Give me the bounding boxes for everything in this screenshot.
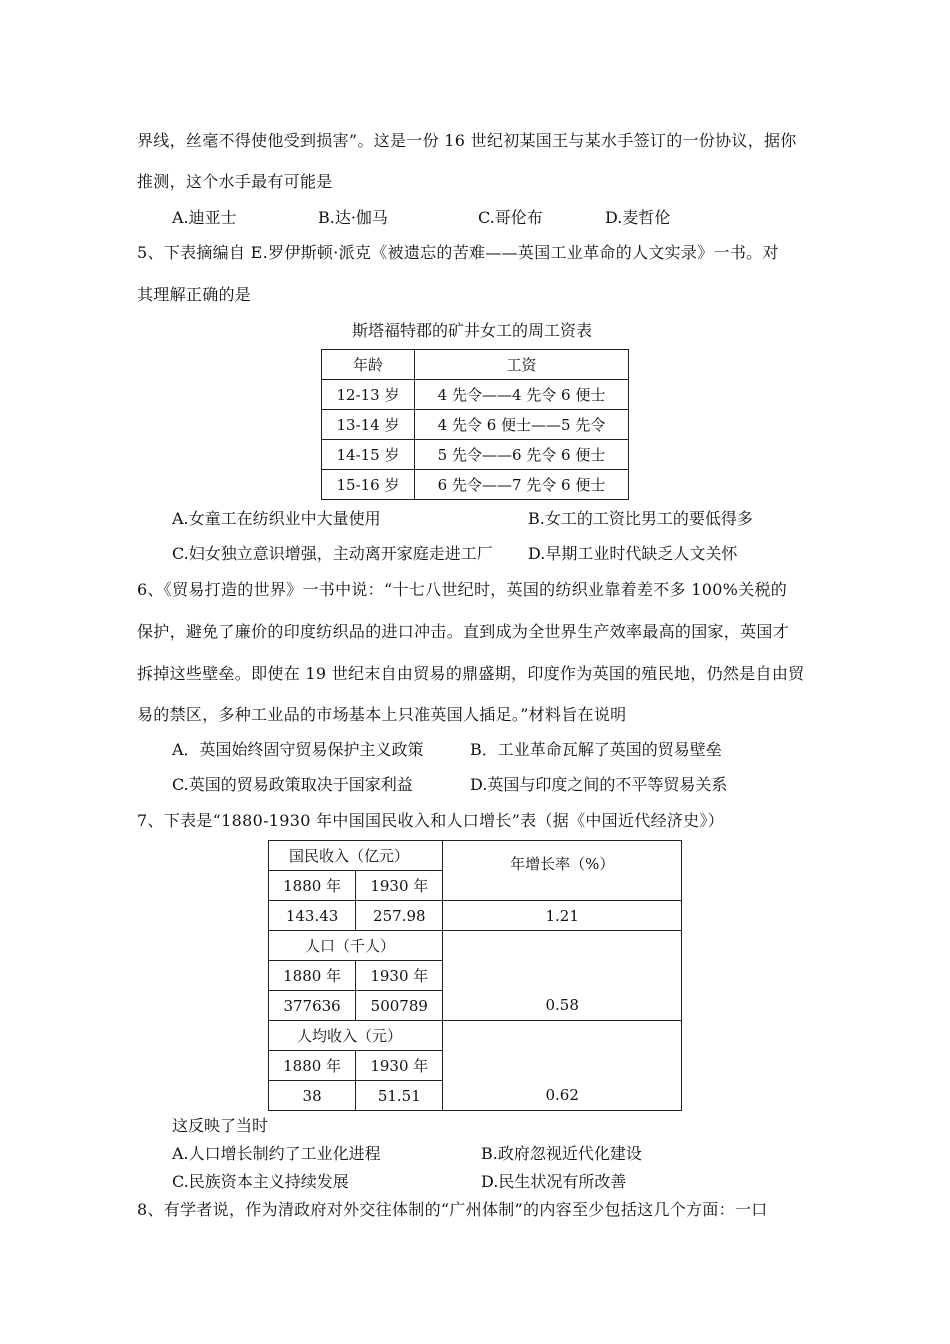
table-row xyxy=(322,410,629,440)
q5-table-title: 斯塔福特郡的矿井女工的周工资表 xyxy=(352,321,593,340)
table-row xyxy=(322,470,629,500)
q7-option-c: C.民族资本主义持续发展 xyxy=(172,1172,349,1191)
q6-line-2: 保护，避免了廉价的印度纺织品的进口冲击。直到成为全世界生产效率最高的国家，英国才 xyxy=(137,622,790,641)
wage-age-cell: 12-13 岁 xyxy=(322,380,415,410)
q4-line-2: 推测，这个水手最有可能是 xyxy=(137,172,333,191)
value-cell: 38 xyxy=(269,1081,356,1111)
wage-table-header-age: 年龄 xyxy=(322,350,415,380)
q6-line-1: 6、《贸易打造的世界》一书中说：“十七八世纪时，英国的纺织业靠着差不多 100%关税的 xyxy=(137,580,788,599)
q7-option-a: A.人口增长制约了工业化进程 xyxy=(172,1144,381,1163)
wage-amount-cell: 5 先令——6 先令 6 便士 xyxy=(415,440,629,470)
q5-option-c: C.妇女独立意识增强，主动离开家庭走进工厂 xyxy=(172,544,493,563)
q5-line-1: 5、下表摘编自 E.罗伊斯顿·派克《被遗忘的苦难——英国工业革命的人文实录》一书。对 xyxy=(137,243,779,262)
q6-line-3: 拆掉这些壁垒。即使在 19 世纪末自由贸易的鼎盛期，印度作为英国的殖民地，仍然是自由贸 xyxy=(137,664,805,683)
group-label-per-capita: 人均收入（元） xyxy=(269,1021,443,1051)
wage-amount-cell: 6 先令——7 先令 6 便士 xyxy=(415,470,629,500)
q7-after-text: 这反映了当时 xyxy=(172,1116,269,1135)
year-cell: 1880 年 xyxy=(269,961,356,991)
q4-line-1: 界线，丝毫不得使他受到损害”。这是一份 16 世纪初某国王与某水手签订的一份协议，据你 xyxy=(137,131,797,150)
income-population-table xyxy=(268,840,682,1111)
q5-option-d: D.早期工业时代缺乏人文关怀 xyxy=(528,544,738,563)
year-cell: 1880 年 xyxy=(269,1051,356,1081)
value-cell: 257.98 xyxy=(356,901,443,931)
wage-amount-cell: 4 先令——4 先令 6 便士 xyxy=(415,380,629,410)
value-cell: 143.43 xyxy=(269,901,356,931)
q5-option-b: B.女工的工资比男工的要低得多 xyxy=(528,509,753,528)
q6-option-d: D.英国与印度之间的不平等贸易关系 xyxy=(470,775,728,794)
q6-option-b: B．工业革命瓦解了英国的贸易壁垒 xyxy=(470,740,722,759)
q4-option-b: B.达·伽马 xyxy=(318,208,388,227)
table-row xyxy=(269,1081,682,1111)
q8-line-1: 8、有学者说，作为清政府对外交往体制的“广州体制”的内容至少包括这几个方面：一口 xyxy=(137,1200,768,1219)
table-row xyxy=(322,380,629,410)
q7-option-d: D.民生状况有所改善 xyxy=(481,1172,627,1191)
value-cell: 500789 xyxy=(356,991,443,1021)
q4-option-c: C.哥伦布 xyxy=(478,208,543,227)
year-cell: 1880 年 xyxy=(269,871,356,901)
year-cell: 1930 年 xyxy=(356,1051,443,1081)
wage-age-cell: 15-16 岁 xyxy=(322,470,415,500)
wage-age-cell: 14-15 岁 xyxy=(322,440,415,470)
wage-amount-cell: 4 先令 6 便士——5 先令 xyxy=(415,410,629,440)
table-row xyxy=(269,991,682,1021)
table-row xyxy=(269,901,682,931)
rate-cell: 1.21 xyxy=(443,901,682,931)
q5-line-2: 其理解正确的是 xyxy=(137,285,252,304)
year-cell: 1930 年 xyxy=(356,871,443,901)
q4-option-a: A.迪亚士 xyxy=(172,208,237,227)
rate-cell: 0.58 xyxy=(443,991,682,1021)
q7-option-b: B.政府忽视近代化建设 xyxy=(481,1144,642,1163)
value-cell: 377636 xyxy=(269,991,356,1021)
wage-table xyxy=(321,349,629,500)
q5-option-a: A.女童工在纺织业中大量使用 xyxy=(172,509,381,528)
q6-option-c: C.英国的贸易政策取决于国家利益 xyxy=(172,775,413,794)
q4-option-d: D.麦哲伦 xyxy=(605,208,671,227)
wage-age-cell: 13-14 岁 xyxy=(322,410,415,440)
growth-rate-header: 年增长率（%） xyxy=(443,841,682,901)
group-label-population: 人口（千人） xyxy=(269,931,443,961)
table-row xyxy=(322,440,629,470)
value-cell: 51.51 xyxy=(356,1081,443,1111)
q6-line-4: 易的禁区，多种工业品的市场基本上只准英国人插足。”材料旨在说明 xyxy=(137,705,627,724)
year-cell: 1930 年 xyxy=(356,961,443,991)
group-label-income: 国民收入（亿元） xyxy=(269,841,443,871)
q6-option-a: A．英国始终固守贸易保护主义政策 xyxy=(172,740,424,759)
wage-table-header-wage: 工资 xyxy=(415,350,629,380)
q7-line-1: 7、下表是“1880-1930 年中国国民收入和人口增长”表（据《中国近代经济史》） xyxy=(137,811,725,830)
rate-cell: 0.62 xyxy=(443,1081,682,1111)
